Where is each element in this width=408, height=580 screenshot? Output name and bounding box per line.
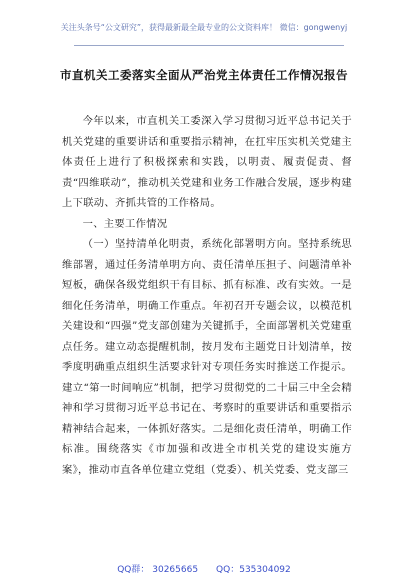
- section-heading: 一、主要工作情况: [82, 217, 168, 230]
- document-title: 市直机关工委落实全面从严治党主体责任工作情况报告: [60, 68, 348, 82]
- header-divider: [74, 45, 344, 46]
- footer-contact: QQ群： 30265665 QQ：535304092: [117, 565, 291, 575]
- header-banner: 关注头条号“公文研究”，获得最新最全最专业的公文资料库！ 微信：gongwenyj: [60, 23, 348, 32]
- document-body: [62, 111, 352, 480]
- section-paragraph: （一）坚持清单化明责，系统化部署明方向。坚持系统思维部署，通过任务清单明方向、责任清单压担子、问题清单补短板，确保各级党组织干有目标、抓有标准、改有实效。一是细化任务清单，明确工作重点。年初召开专题会议，以模范机关建设和“四强”党支部创建为关键抓手，全面部署机关党建重点任务。建立动态提醒机制，按月发布主题党日计划清单，按季度明确重点组织生活要求针对专项任务实时推送工作提示。建立“第一时间响应”机制，把学习贯彻党的二十届三中全会精神和学习贯彻习近平总书记在、考察时的重要讲话和重要指示精神结合起来，一体抓好落实。二是细化责任清单，明确工作标准。围绕落实《市加强和改进全市机关党的建设实施方案》，推动市直各单位建立党组（党委）、机关党委、党支部三: [62, 238, 352, 476]
- intro-paragraph: 今年以来，市直机关工委深入学习贯彻习近平总书记关于机关党建的重要讲话和重要指示精神，在扛牢压实机关党建主体责任上进行了积极探索和实践，以明责、履责促责、督责“四维联动”，推动机关党建和业务工作融合发展，逐步构建上下联动、齐抓共管的工作格局。: [62, 115, 352, 209]
